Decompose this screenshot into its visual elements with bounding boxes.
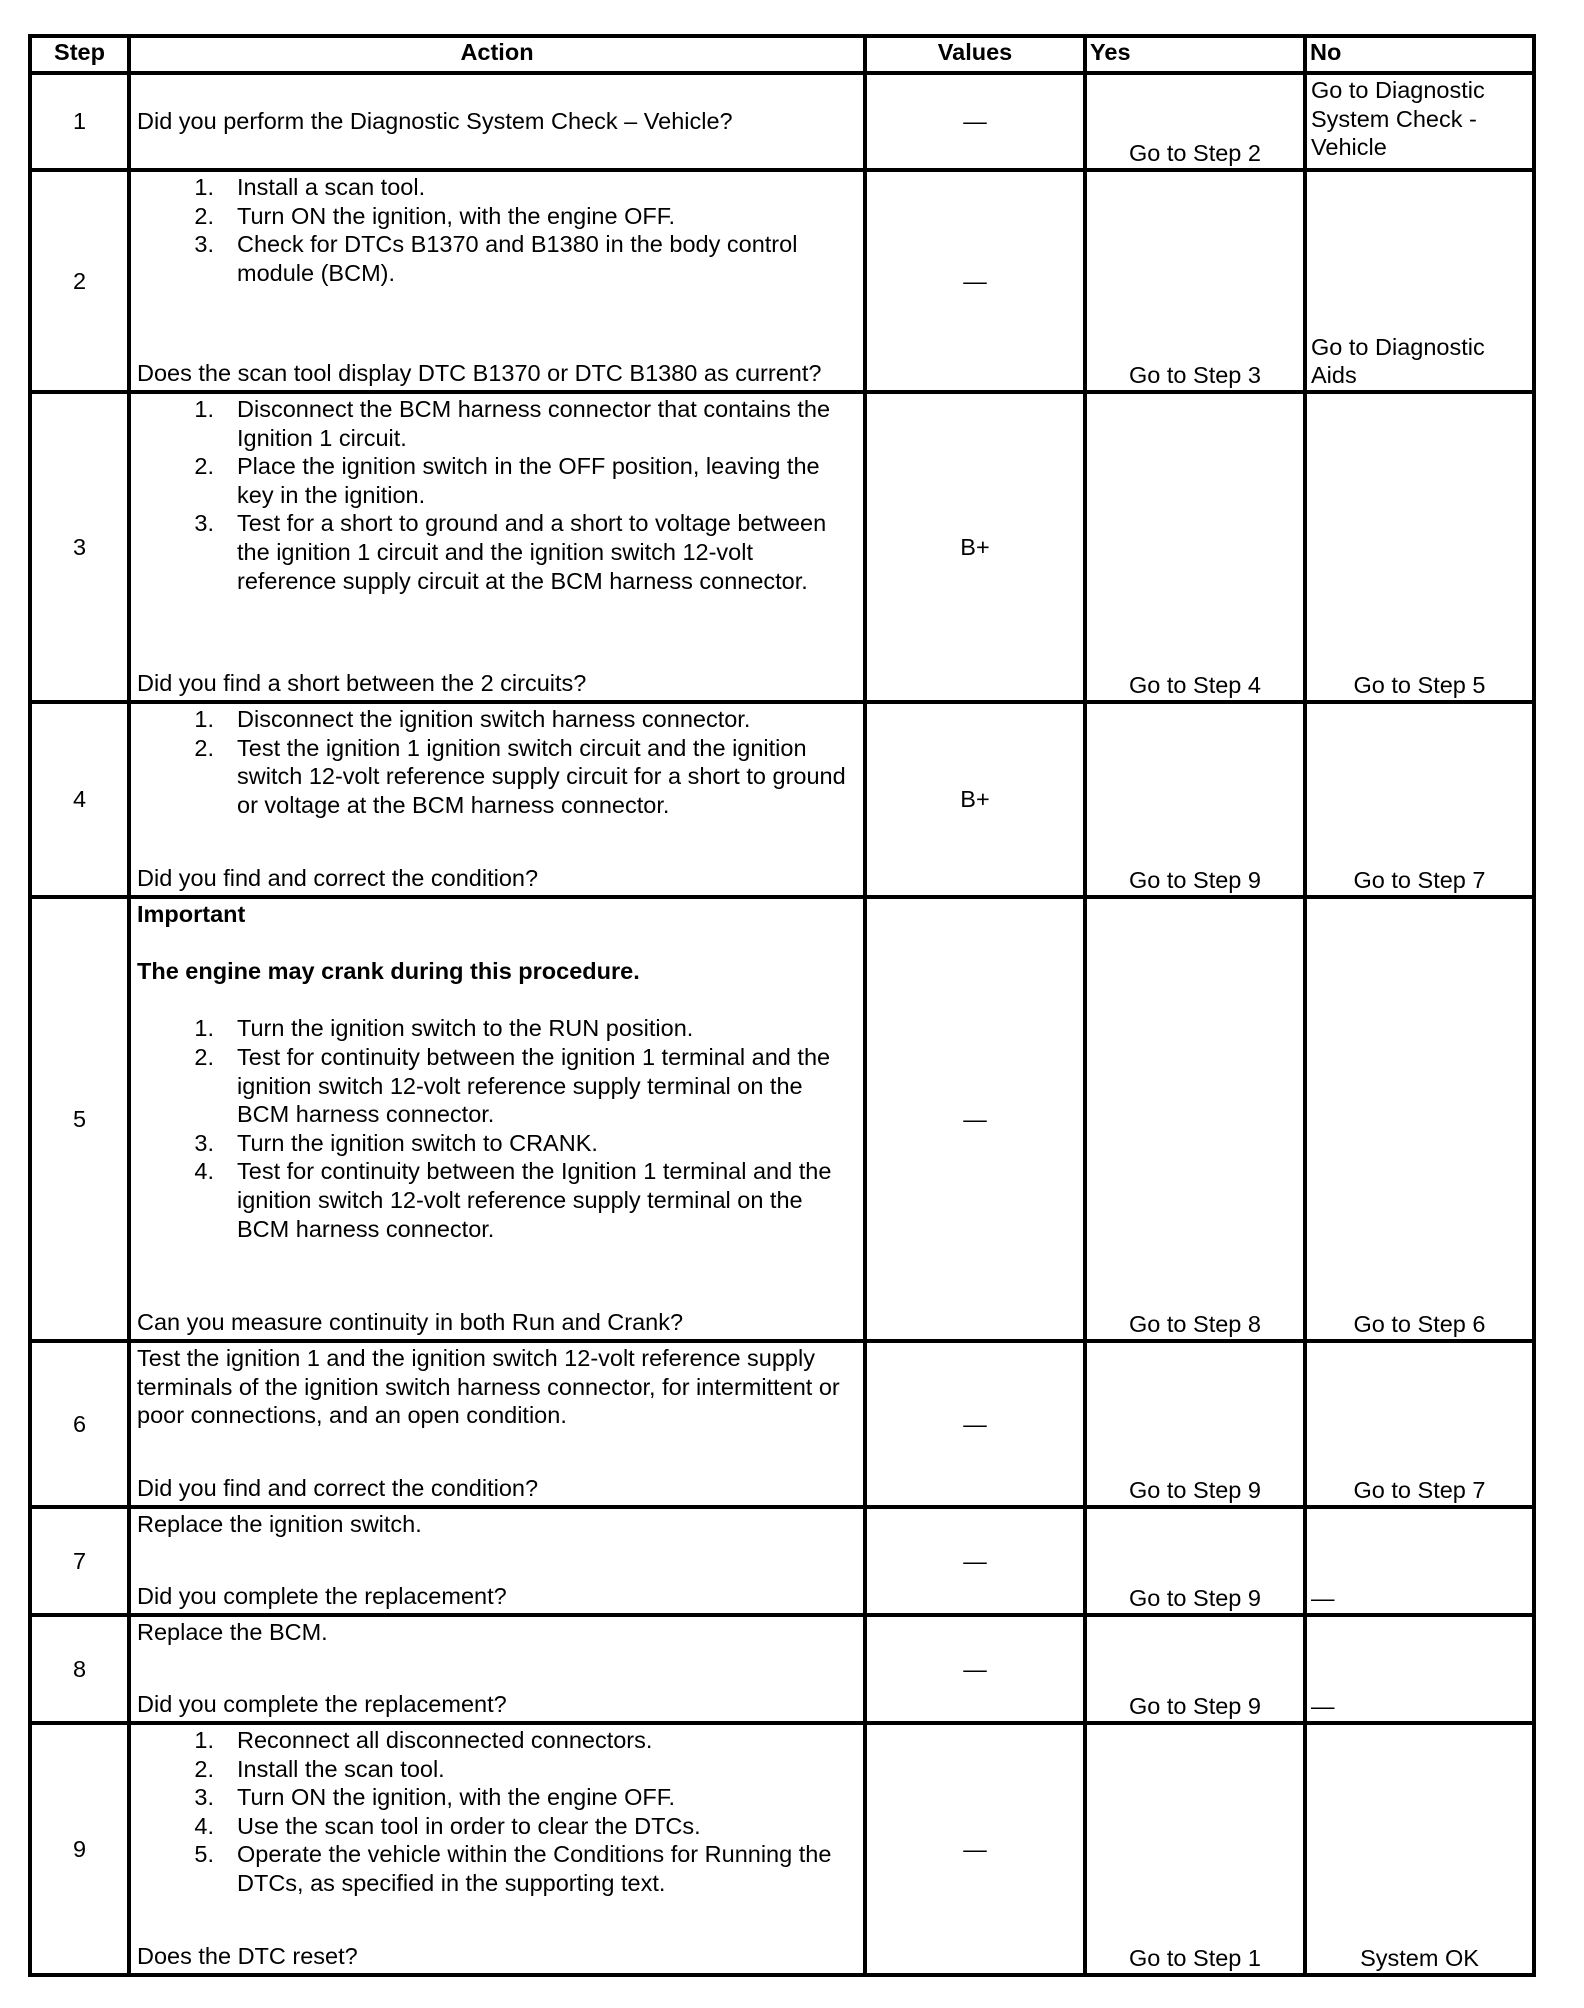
action-cell bbox=[129, 702, 865, 897]
action-cell bbox=[129, 170, 865, 392]
action-text: Test the ignition 1 and the ignition switch 12-volt reference supply terminals of the ignition switch harness connector, for intermittent or poor connections, and an open condition. bbox=[137, 1345, 840, 1429]
no-link: — bbox=[1311, 1693, 1335, 1720]
action-question: Does the scan tool display DTC B1370 or DTC B1380 as current? bbox=[137, 360, 822, 387]
action-cell bbox=[129, 897, 865, 1341]
value-cell: B+ bbox=[865, 702, 1085, 897]
no-link: System OK bbox=[1360, 1945, 1479, 1972]
list-item: 5. Operate the vehicle within the Conditions for Running the DTCs, as specified in the supporting text. bbox=[194, 1841, 832, 1896]
diagnostic-table bbox=[28, 34, 1536, 1977]
no-link: Go to Diagnostic Aids bbox=[1311, 333, 1485, 389]
yes-link: Go to Step 9 bbox=[1129, 867, 1261, 894]
important-note: The engine may crank during this procedure. bbox=[137, 958, 640, 985]
value-cell: — bbox=[865, 170, 1085, 392]
header-yes: Yes bbox=[1085, 36, 1305, 73]
action-question: Did you find and correct the condition? bbox=[137, 1475, 539, 1502]
no-cell bbox=[1305, 1507, 1534, 1615]
table-row bbox=[30, 73, 1534, 170]
no-link: Go to Step 7 bbox=[1353, 867, 1486, 894]
yes-link: Go to Step 8 bbox=[1129, 1311, 1261, 1338]
action-question: Did you complete the replacement? bbox=[137, 1691, 507, 1718]
yes-cell bbox=[1085, 1341, 1305, 1507]
yes-link: Go to Step 3 bbox=[1129, 362, 1261, 389]
no-cell bbox=[1305, 1615, 1534, 1723]
yes-link: Go to Step 4 bbox=[1129, 672, 1261, 699]
table-row bbox=[30, 1615, 1534, 1723]
list-item: 3. Turn ON the ignition, with the engine OFF. bbox=[194, 1784, 676, 1811]
table-row bbox=[30, 392, 1534, 702]
yes-link: Go to Step 2 bbox=[1129, 140, 1261, 167]
action-steps-list bbox=[137, 1726, 855, 1898]
value-cell: — bbox=[865, 1615, 1085, 1723]
table-row bbox=[30, 897, 1534, 1341]
yes-cell bbox=[1085, 702, 1305, 897]
important-label: Important bbox=[137, 901, 246, 927]
list-item: 2. Test the ignition 1 ignition switch circuit and the ignition switch 12-volt reference supply circuit for a short to ground or voltage at the BCM harness connector. bbox=[194, 734, 846, 818]
list-item: 1. Disconnect the ignition switch harness connector. bbox=[194, 706, 751, 732]
action-cell bbox=[129, 392, 865, 702]
list-item: 2. Turn ON the ignition, with the engine OFF. bbox=[194, 202, 676, 229]
yes-link: Go to Step 9 bbox=[1129, 1693, 1261, 1720]
yes-cell bbox=[1085, 1507, 1305, 1615]
table-header-row bbox=[30, 36, 1534, 73]
list-item: 4. Test for continuity between the Ignition 1 terminal and the ignition switch 12-volt reference supply terminal on the BCM harness connector. bbox=[194, 1158, 832, 1242]
list-item: 3. Test for a short to ground and a short to voltage between the ignition 1 circuit and the ignition switch 12-volt reference supply circuit at the BCM harness connector. bbox=[194, 510, 827, 594]
header-no: No bbox=[1305, 36, 1534, 73]
step-number: 5 bbox=[30, 897, 129, 1341]
action-steps-list bbox=[137, 173, 855, 287]
action-question: Did you find a short between the 2 circuits? bbox=[137, 670, 587, 697]
action-steps-list bbox=[137, 395, 855, 595]
no-link: Go to Diagnostic System Check - Vehicle bbox=[1311, 77, 1485, 161]
list-item: 1. Disconnect the BCM harness connector that contains the Ignition 1 circuit. bbox=[194, 396, 831, 451]
list-item: 3. Turn the ignition switch to CRANK. bbox=[194, 1129, 598, 1156]
value-cell: — bbox=[865, 1507, 1085, 1615]
table-row bbox=[30, 170, 1534, 392]
action-steps-list bbox=[137, 1014, 855, 1243]
no-cell bbox=[1305, 1723, 1534, 1975]
action-cell bbox=[129, 73, 865, 170]
step-number: 3 bbox=[30, 392, 129, 702]
list-item: 2. Install the scan tool. bbox=[194, 1755, 445, 1782]
action-question: Did you find and correct the condition? bbox=[137, 865, 539, 892]
no-link: — bbox=[1311, 1585, 1335, 1612]
action-cell bbox=[129, 1723, 865, 1975]
value-cell: B+ bbox=[865, 392, 1085, 702]
list-item: 4. Use the scan tool in order to clear the DTCs. bbox=[194, 1812, 701, 1839]
step-number: 2 bbox=[30, 170, 129, 392]
yes-link: Go to Step 1 bbox=[1129, 1945, 1261, 1972]
yes-link: Go to Step 9 bbox=[1129, 1585, 1261, 1612]
step-number: 6 bbox=[30, 1341, 129, 1507]
yes-cell bbox=[1085, 392, 1305, 702]
step-number: 9 bbox=[30, 1723, 129, 1975]
table-row bbox=[30, 702, 1534, 897]
value-cell: — bbox=[865, 1341, 1085, 1507]
action-text: Replace the BCM. bbox=[137, 1619, 328, 1645]
no-cell bbox=[1305, 1341, 1534, 1507]
action-question: Does the DTC reset? bbox=[137, 1943, 358, 1970]
no-link: Go to Step 7 bbox=[1353, 1477, 1486, 1504]
yes-cell bbox=[1085, 73, 1305, 170]
value-cell: — bbox=[865, 897, 1085, 1341]
yes-cell bbox=[1085, 897, 1305, 1341]
no-cell bbox=[1305, 170, 1534, 392]
yes-link: Go to Step 9 bbox=[1129, 1477, 1261, 1504]
action-cell bbox=[129, 1507, 865, 1615]
no-cell bbox=[1305, 392, 1534, 702]
no-link: Go to Step 5 bbox=[1353, 672, 1486, 699]
action-text: Replace the ignition switch. bbox=[137, 1511, 422, 1537]
value-cell: — bbox=[865, 73, 1085, 170]
yes-cell bbox=[1085, 170, 1305, 392]
action-question: Can you measure continuity in both Run and Crank? bbox=[137, 1309, 684, 1336]
list-item: 3. Check for DTCs B1370 and B1380 in the body control module (BCM). bbox=[194, 231, 798, 286]
yes-cell bbox=[1085, 1615, 1305, 1723]
step-number: 4 bbox=[30, 702, 129, 897]
step-number: 7 bbox=[30, 1507, 129, 1615]
table-row bbox=[30, 1507, 1534, 1615]
no-link: Go to Step 6 bbox=[1353, 1311, 1486, 1338]
list-item: 2. Test for continuity between the ignition 1 terminal and the ignition switch 12-volt reference supply terminal on the BCM harness connector. bbox=[194, 1043, 831, 1128]
yes-cell bbox=[1085, 1723, 1305, 1975]
action-cell bbox=[129, 1615, 865, 1723]
header-action: Action bbox=[129, 36, 865, 73]
list-item: 1. Install a scan tool. bbox=[194, 174, 426, 200]
no-cell bbox=[1305, 897, 1534, 1341]
action-question: Did you complete the replacement? bbox=[137, 1583, 507, 1610]
header-values: Values bbox=[865, 36, 1085, 73]
action-steps-list bbox=[137, 705, 855, 819]
no-cell bbox=[1305, 702, 1534, 897]
action-cell bbox=[129, 1341, 865, 1507]
no-cell bbox=[1305, 73, 1534, 170]
table-row bbox=[30, 1723, 1534, 1975]
action-question: Did you perform the Diagnostic System Check – Vehicle? bbox=[137, 107, 733, 134]
list-item: 1. Reconnect all disconnected connectors. bbox=[194, 1727, 653, 1753]
list-item: 1. Turn the ignition switch to the RUN position. bbox=[194, 1015, 694, 1042]
step-number: 8 bbox=[30, 1615, 129, 1723]
step-number: 1 bbox=[30, 73, 129, 170]
table-row bbox=[30, 1341, 1534, 1507]
value-cell: — bbox=[865, 1723, 1085, 1975]
header-step: Step bbox=[30, 36, 129, 73]
list-item: 2. Place the ignition switch in the OFF position, leaving the key in the ignition. bbox=[194, 453, 820, 508]
